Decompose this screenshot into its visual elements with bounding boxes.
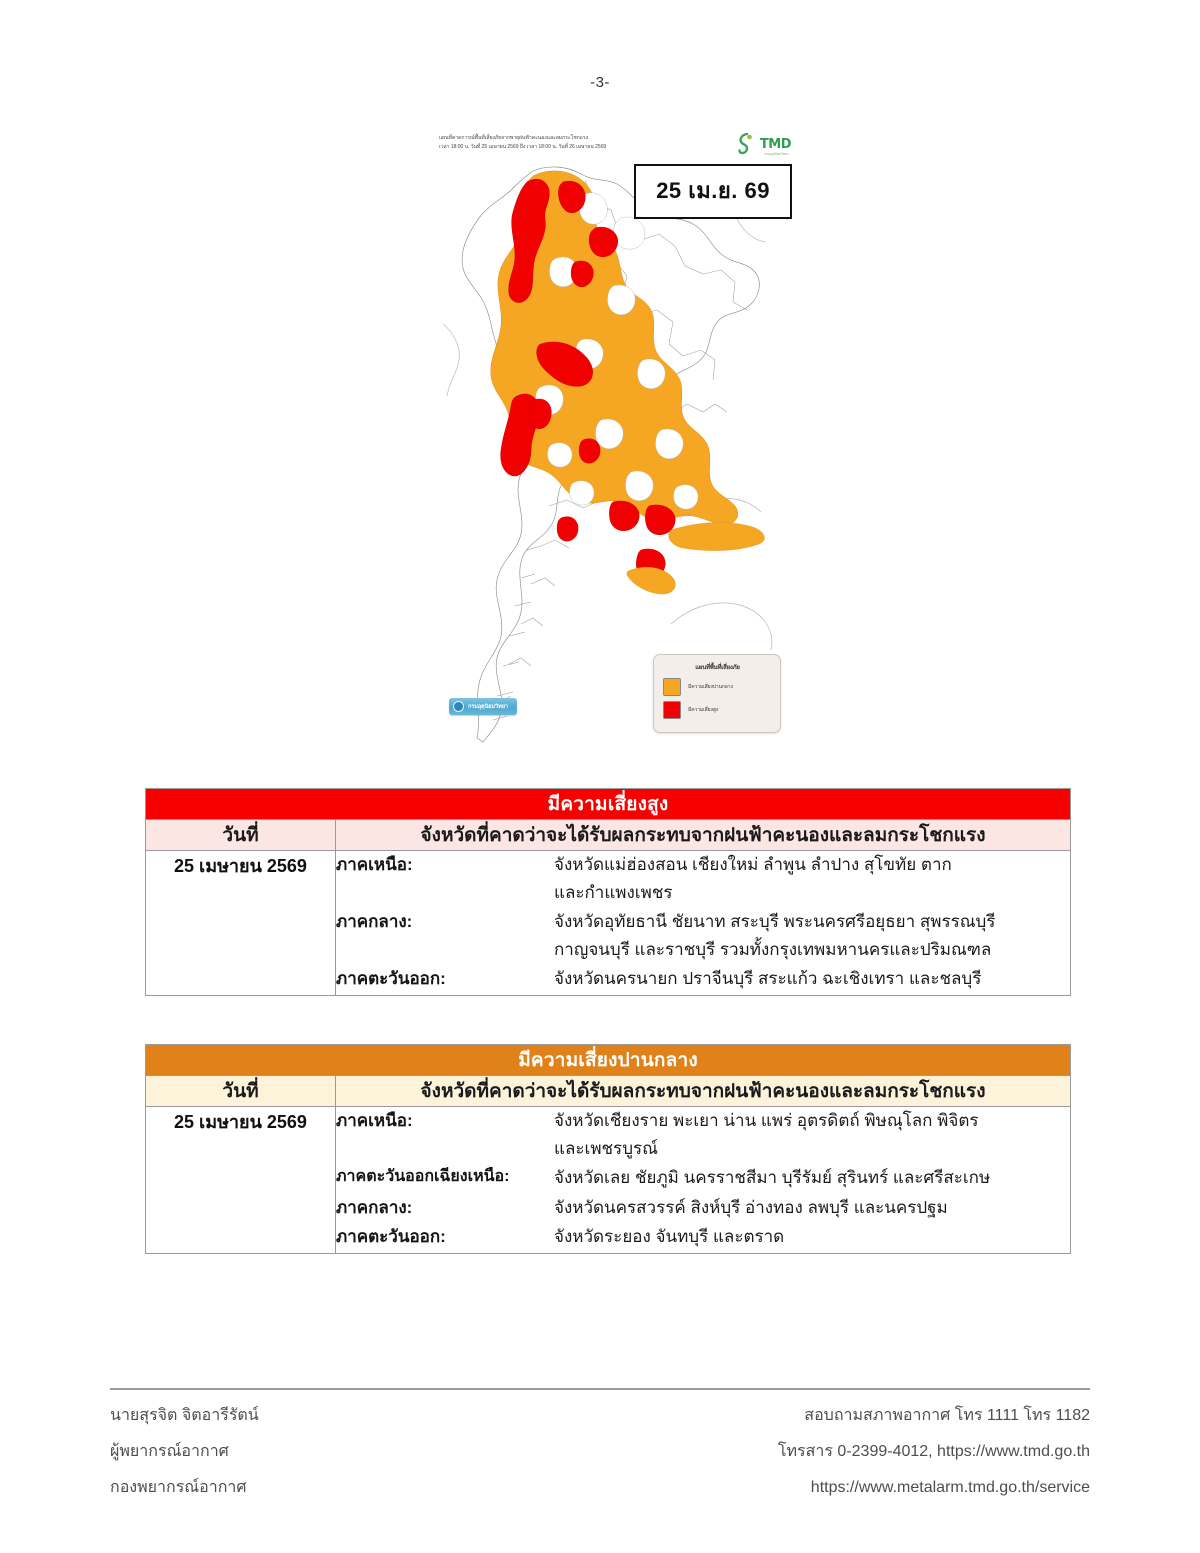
region-line: จังหวัดเชียงราย พะเยา น่าน แพร่ อุตรดิตถ์ พิษณุโลก พิจิตร xyxy=(554,1111,979,1130)
footer xyxy=(110,1398,1090,1506)
footer-contact-block xyxy=(778,1398,1090,1506)
tmd-emblem-icon xyxy=(735,133,755,155)
map-caption-line-2: เวลา 18:00 น. วันที่ 25 เมษายน 2569 ถึง เวลา 18:00 น. วันที่ 26 เมษายน 2569 xyxy=(439,144,607,151)
footer-divider xyxy=(110,1388,1090,1390)
medium-row-detail xyxy=(336,1107,1071,1254)
region-line: และเพชรบูรณ์ xyxy=(554,1138,658,1158)
medium-col-header-date: วันที่ xyxy=(146,1076,336,1107)
map-legend xyxy=(653,654,781,733)
legend-swatch-high xyxy=(663,701,681,719)
badge-dot-icon xyxy=(453,701,464,712)
footer-role: ผู้พยากรณ์อากาศ xyxy=(110,1443,229,1460)
table-header-row xyxy=(146,1076,1071,1107)
medium-region-text-north xyxy=(554,1107,1070,1164)
medium-region-label-north: ภาคเหนือ: xyxy=(336,1111,413,1130)
high-risk-banner: มีความเสี่ยงสูง xyxy=(146,789,1071,820)
map-attribution-badge xyxy=(449,698,517,715)
table-banner-row xyxy=(146,1045,1071,1076)
map-badge-label: กรมอุตุนิยมวิทยา xyxy=(468,703,508,710)
high-risk-table xyxy=(145,788,1071,996)
table-row xyxy=(146,1107,1071,1254)
medium-region-text-central xyxy=(554,1194,1070,1224)
footer-signature-block xyxy=(110,1398,259,1506)
tmd-logo-subtext: กรมอุตุนิยมวิทยา xyxy=(764,152,789,156)
medium-region-label-northeast: ภาคตะวันออกเฉียงเหนือ: xyxy=(336,1168,510,1186)
page-number: -3- xyxy=(590,74,610,91)
footer-department: กองพยากรณ์อากาศ xyxy=(110,1479,247,1496)
region-line: จังหวัดอุทัยธานี ชัยนาท สระบุรี พระนครศรีอยุธยา สุพรรณบุรี xyxy=(554,912,996,932)
legend-swatch-medium xyxy=(663,678,681,696)
medium-risk-banner: มีความเสี่ยงปานกลาง xyxy=(146,1045,1071,1076)
high-row-date: 25 เมษายน 2569 xyxy=(146,851,336,996)
high-region-text-central xyxy=(554,908,1070,965)
map-caption-line-1: แผนที่คาดการณ์พื้นที่เสี่ยงภัยจากพายุฝนฟ้าคะนองและลมกระโชกแรง xyxy=(439,135,589,141)
region-row-east xyxy=(336,1223,1070,1253)
legend-item-high xyxy=(663,701,772,719)
legend-label-medium: มีความเสี่ยงปานกลาง xyxy=(688,684,733,690)
legend-label-high: มีความเสี่ยงสูง xyxy=(688,707,719,713)
high-region-text-north xyxy=(554,851,1070,908)
high-col-header-detail: จังหวัดที่คาดว่าจะได้รับผลกระทบจากฝนฟ้าคะนองและลมกระโชกแรง xyxy=(336,820,1071,851)
legend-item-medium xyxy=(663,678,772,696)
region-line: จังหวัดแม่ฮ่องสอน เชียงใหม่ ลำพูน ลำปาง สุโขทัย ตาก xyxy=(554,855,952,874)
risk-map-figure xyxy=(435,132,795,757)
region-line: กาญจนบุรี และราชบุรี รวมทั้งกรุงเทพมหานครและปริมณฑล xyxy=(554,939,992,959)
table-row xyxy=(146,851,1071,996)
region-row-north xyxy=(336,1107,1070,1164)
high-region-label-north: ภาคเหนือ: xyxy=(336,855,413,874)
medium-region-text-east xyxy=(554,1223,1070,1253)
footer-phone: สอบถามสภาพอากาศ โทร 1111 โทร 1182 xyxy=(804,1407,1090,1424)
medium-risk-table xyxy=(145,1044,1071,1254)
high-region-label-central: ภาคกลาง: xyxy=(336,912,413,932)
map-caption xyxy=(439,134,711,152)
region-row-central xyxy=(336,1194,1070,1224)
map-date-badge: 25 เม.ย. 69 xyxy=(634,164,792,219)
high-region-text-east xyxy=(554,965,1070,995)
region-row-north xyxy=(336,851,1070,908)
map-legend-title: แผนที่พื้นที่เสี่ยงภัย xyxy=(695,665,740,671)
medium-region-label-east: ภาคตะวันออก: xyxy=(336,1227,446,1247)
region-line: และกำแพงเพชร xyxy=(554,882,673,902)
medium-region-table xyxy=(336,1107,1070,1253)
region-line: จังหวัดนครสวรรค์ สิงห์บุรี อ่างทอง ลพบุรี และนครปฐม xyxy=(554,1197,948,1217)
medium-col-header-detail: จังหวัดที่คาดว่าจะได้รับผลกระทบจากฝนฟ้าคะนองและลมกระโชกแรง xyxy=(336,1076,1071,1107)
footer-service-url[interactable]: https://www.metalarm.tmd.go.th/service xyxy=(810,1479,1090,1496)
high-col-header-date: วันที่ xyxy=(146,820,336,851)
region-line: จังหวัดนครนายก ปราจีนบุรี สระแก้ว ฉะเชิงเทรา และชลบุรี xyxy=(554,969,982,989)
region-line: จังหวัดระยอง จันทบุรี และตราด xyxy=(554,1227,785,1247)
high-region-table xyxy=(336,851,1070,995)
high-region-label-east: ภาคตะวันออก: xyxy=(336,969,446,989)
high-row-detail xyxy=(336,851,1071,996)
region-line: จังหวัดเลย ชัยภูมิ นครราชสีมา บุรีรัมย์ สุรินทร์ และศรีสะเกษ xyxy=(554,1168,991,1188)
footer-fax-website[interactable]: โทรสาร 0-2399-4012, https://www.tmd.go.th xyxy=(777,1443,1090,1460)
tmd-logo-word: TMD xyxy=(759,136,791,152)
region-row-northeast xyxy=(336,1164,1070,1194)
table-header-row xyxy=(146,820,1071,851)
medium-region-text-northeast xyxy=(554,1164,1070,1194)
region-row-central xyxy=(336,908,1070,965)
table-banner-row xyxy=(146,789,1071,820)
medium-region-label-central: ภาคกลาง: xyxy=(336,1197,413,1217)
medium-row-date: 25 เมษายน 2569 xyxy=(146,1107,336,1254)
footer-name: นายสุรจิต จิตอารีรัตน์ xyxy=(110,1407,259,1424)
region-row-east xyxy=(336,965,1070,995)
